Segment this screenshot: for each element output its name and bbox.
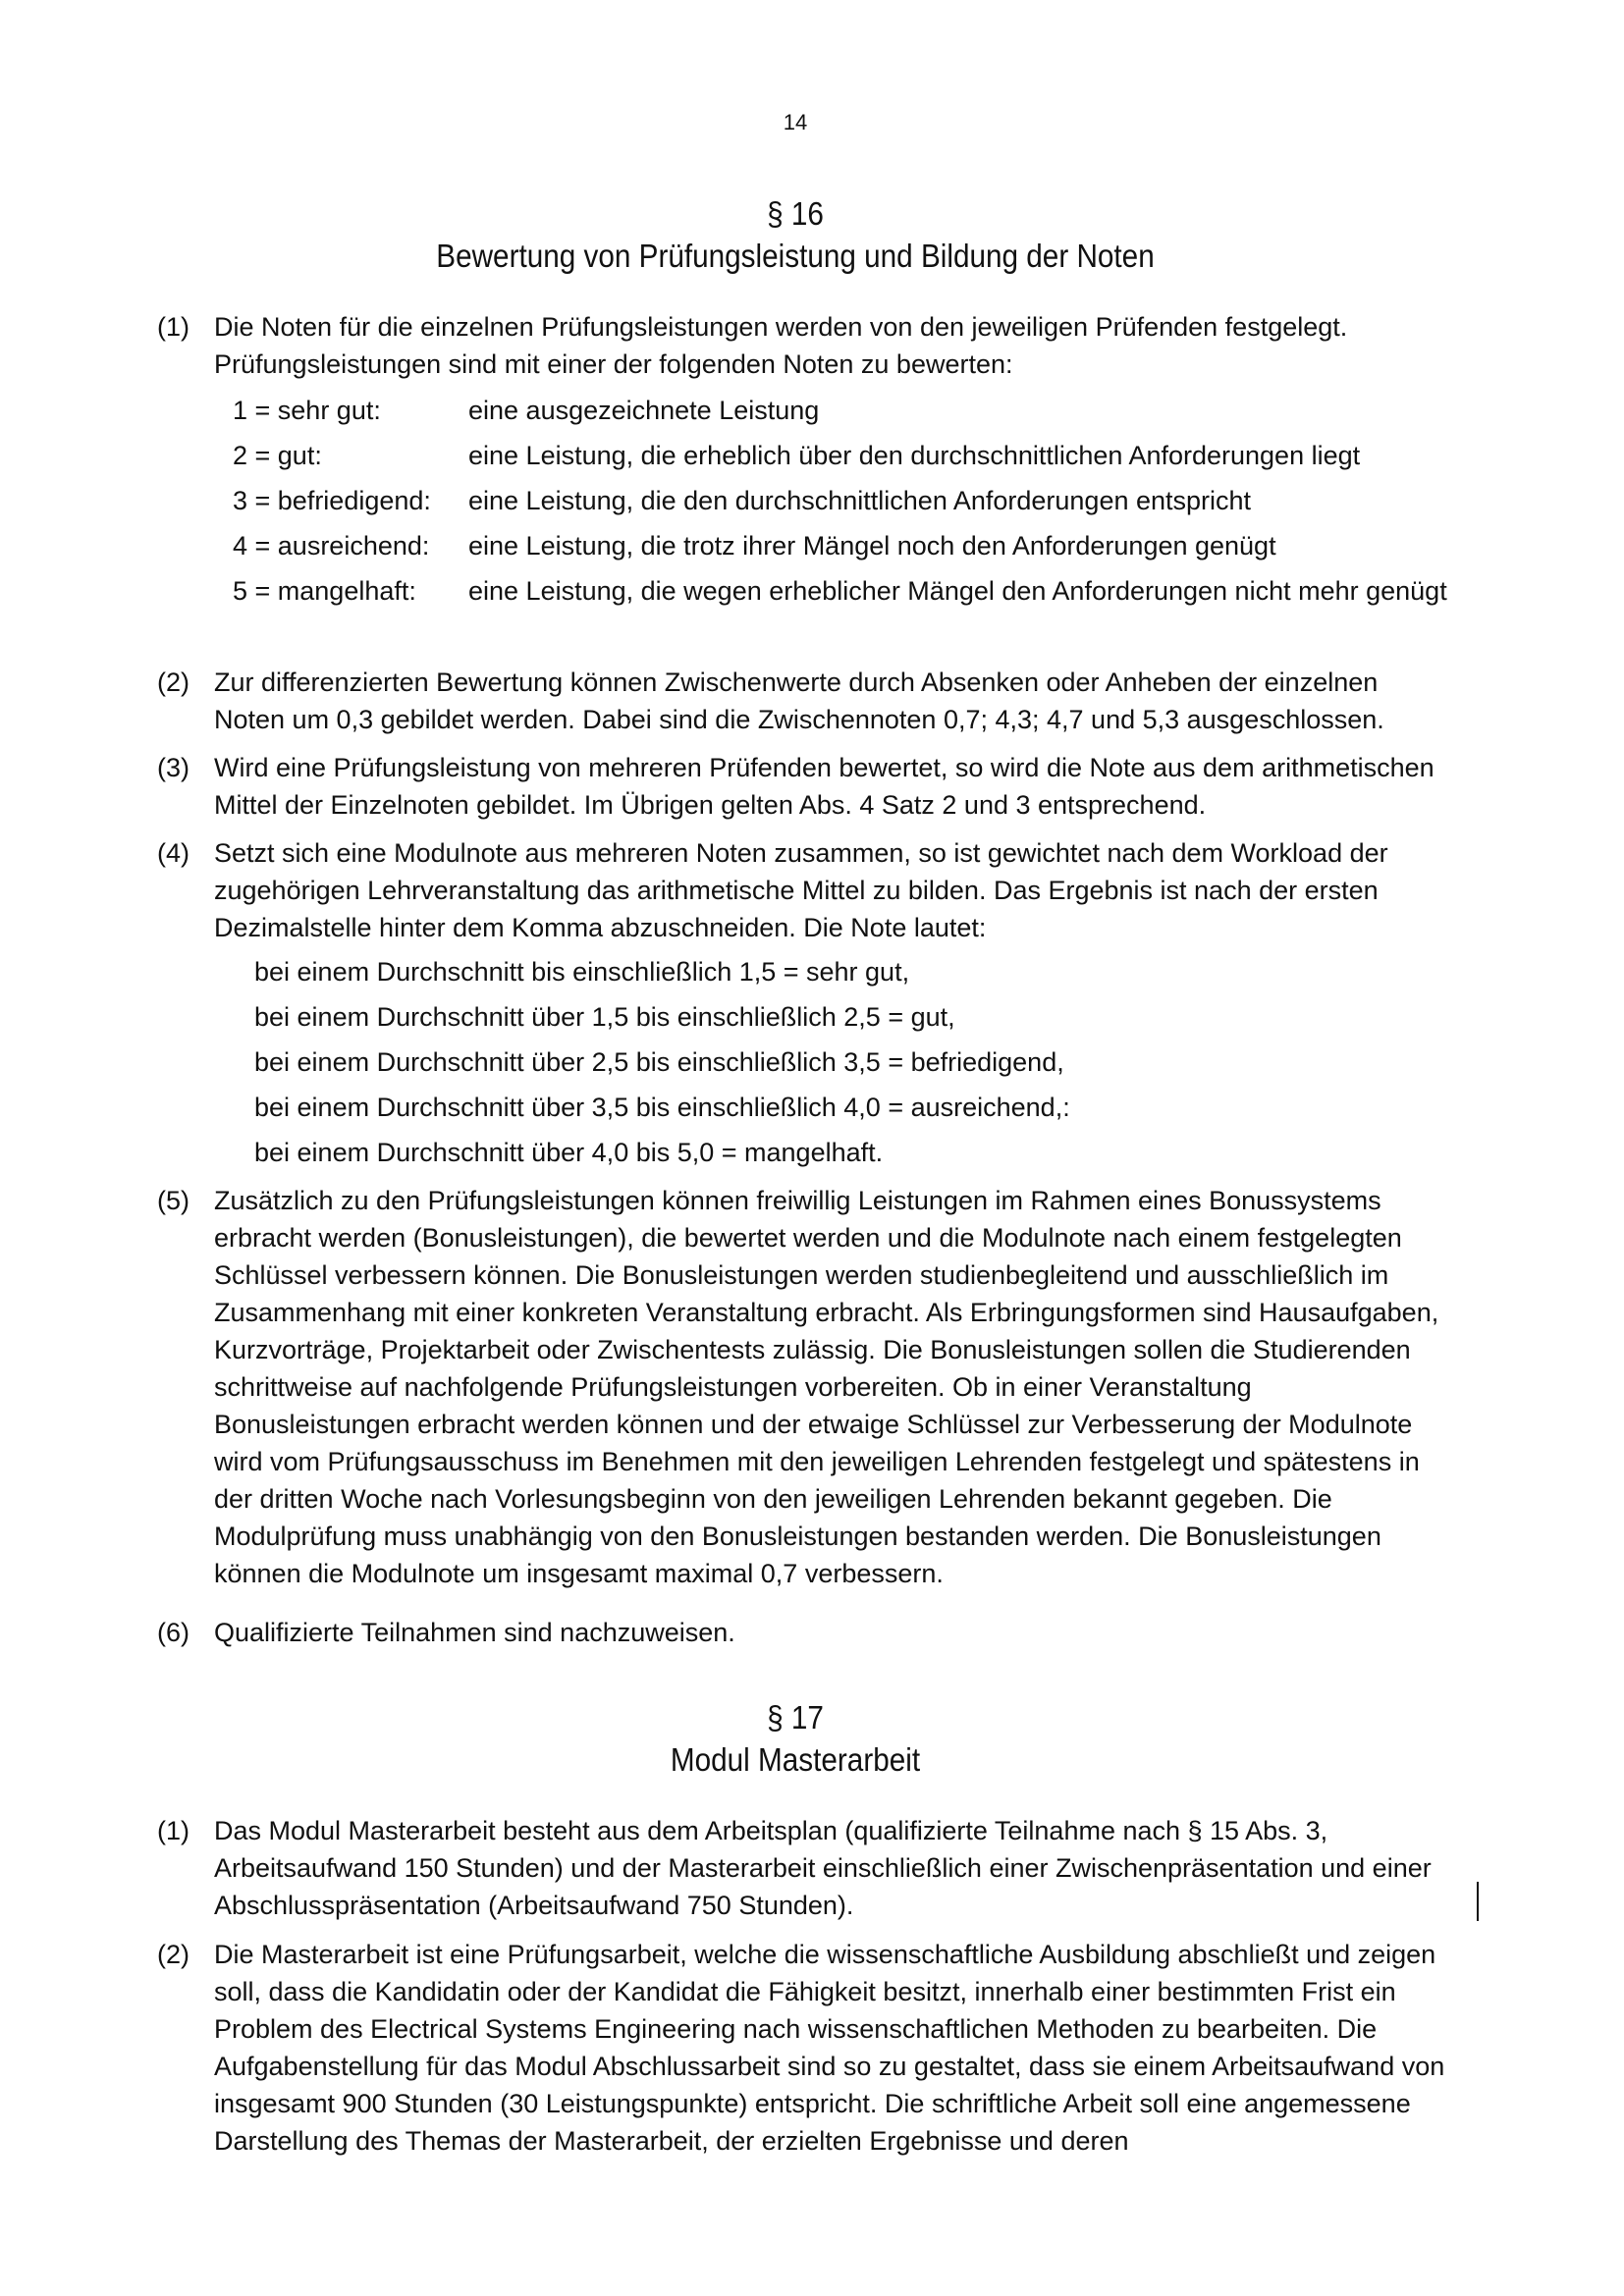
average-list bbox=[254, 949, 1070, 1175]
paragraph-number: (3) bbox=[157, 753, 189, 782]
grade-label: 4 = ausreichend: bbox=[233, 531, 430, 561]
paragraph-number: (4) bbox=[157, 838, 189, 868]
paragraph-text: Die Masterarbeit ist eine Prüfungsarbeit, welche die wissenschaftliche Ausbildung abschließt und zeigen soll, dass die Kandidatin oder der Kandidat die Fähigkeit besitzt, innerhalb einer bestimmten Frist ein Problem des Electrical Systems Engineering nach wissenschaftlichen Methoden zu bearbeiten. Die Aufgabenstellung für das Modul Abschlussarbeit sind so zu gestaltet, dass sie einem Arbeitsaufwand von insgesamt 900 Stunden (30 Leistungspunkte) entspricht. Die schriftliche Arbeit soll eine angemessene Darstellung des Themas der Masterarbeit, der erzielten Ergebnisse und deren bbox=[214, 1940, 1445, 2156]
paragraph-text: Die Noten für die einzelnen Prüfungsleistungen werden von den jeweiligen Prüfenden festgelegt. Prüfungsleistungen sind mit einer der folgenden Noten zu bewerten: bbox=[214, 312, 1348, 379]
grade-description: eine Leistung, die wegen erheblicher Mängel den Anforderungen nicht mehr genügt bbox=[468, 576, 1447, 606]
grade-description: eine Leistung, die trotz ihrer Mängel noch den Anforderungen genügt bbox=[468, 531, 1276, 561]
grade-label: 5 = mangelhaft: bbox=[233, 576, 416, 606]
grade-description: eine Leistung, die erheblich über den durchschnittlichen Anforderungen liegt bbox=[468, 441, 1361, 470]
change-bar bbox=[1477, 1882, 1479, 1921]
average-item: bei einem Durchschnitt über 1,5 bis einschließlich 2,5 = gut, bbox=[254, 1002, 955, 1032]
section-symbol: § 17 bbox=[767, 1699, 824, 1735]
average-item: bei einem Durchschnitt bis einschließlich 1,5 = sehr gut, bbox=[254, 957, 910, 987]
paragraph bbox=[157, 749, 1451, 824]
grade-label: 3 = befriedigend: bbox=[233, 486, 431, 515]
grade-row bbox=[233, 572, 1450, 610]
grade-row bbox=[233, 482, 1450, 519]
grade-description: eine ausgezeichnete Leistung bbox=[468, 396, 820, 425]
page-number: 14 bbox=[783, 110, 808, 134]
grade-description: eine Leistung, die den durchschnittlichen Anforderungen entspricht bbox=[468, 486, 1252, 515]
paragraph-number: (2) bbox=[157, 667, 189, 697]
paragraph-text: Setzt sich eine Modulnote aus mehreren Noten zusammen, so ist gewichtet nach dem Workload der zugehörigen Lehrveranstaltung das arithmetische Mittel zu bilden. Das Ergebnis ist nach der ersten Dezimalstelle hinter dem Komma abzuschneiden. Die Note lautet: bbox=[214, 838, 1388, 942]
paragraph bbox=[157, 834, 1451, 946]
paragraph-number: (6) bbox=[157, 1618, 189, 1647]
paragraph-text: Wird eine Prüfungsleistung von mehreren Prüfenden bewertet, so wird die Note aus dem arithmetischen Mittel der Einzelnoten gebildet. Im Übrigen gelten Abs. 4 Satz 2 und 3 entsprechend. bbox=[214, 753, 1435, 820]
average-item: bei einem Durchschnitt über 4,0 bis 5,0 = mangelhaft. bbox=[254, 1138, 884, 1167]
paragraph bbox=[157, 1614, 1451, 1651]
grade-list bbox=[233, 392, 1450, 617]
grade-row bbox=[233, 437, 1450, 474]
paragraph-text: Zur differenzierten Bewertung können Zwischenwerte durch Absenken oder Anheben der einzelnen Noten um 0,3 gebildet werden. Dabei sind die Zwischennoten 0,7; 4,3; 4,7 und 5,3 ausgeschlossen. bbox=[214, 667, 1384, 734]
paragraph-text: Zusätzlich zu den Prüfungsleistungen können freiwillig Leistungen im Rahmen eines Bonussystems erbracht werden (Bonusleistungen), die bewertet werden und die Modulnote nach einem festgelegten Schlüssel verbessern können. Die Bonusleistungen werden studienbegleitend und ausschließlich im Zusammenhang mit einer konkreten Veranstaltung erbracht. Als Erbringungsformen sind Hausaufgaben, Kurzvorträge, Projektarbeit oder Zwischentests zulässig. Die Bonusleistungen sollen die Studierenden schrittweise auf nachfolgende Prüfungsleistungen vorbereiten. Ob in einer Veranstaltung Bonusleistungen erbracht werden können und der etwaige Schlüssel zur Verbesserung der Modulnote wird vom Prüfungsausschuss im Benehmen mit den jeweiligen Lehrenden festgelegt und spätestens in der dritten Woche nach Vorlesungsbeginn von den jeweiligen Lehrenden bekannt gegeben. Die Modulprüfung muss unabhängig von den Bonusleistungen bestanden werden. Die Bonusleistungen können die Modulnote um insgesamt maximal 0,7 verbessern. bbox=[214, 1186, 1439, 1588]
section-17-heading bbox=[80, 1696, 1511, 1781]
section-title: Modul Masterarbeit bbox=[670, 1741, 921, 1778]
paragraph-number: (2) bbox=[157, 1940, 189, 1969]
section-symbol: § 16 bbox=[767, 195, 824, 232]
paragraph bbox=[157, 1936, 1451, 2160]
grade-row bbox=[233, 392, 1450, 429]
paragraph bbox=[157, 1182, 1451, 1592]
paragraph-text: Das Modul Masterarbeit besteht aus dem Arbeitsplan (qualifizierte Teilnahme nach § 15 Abs. 3, Arbeitsaufwand 150 Stunden) und der Masterarbeit einschließlich einer Zwischenpräsentation und einer Abschlusspräsentation (Arbeitsaufwand 750 Stunden). bbox=[214, 1816, 1432, 1920]
average-item: bei einem Durchschnitt über 2,5 bis einschließlich 3,5 = befriedigend, bbox=[254, 1047, 1064, 1077]
section-16-heading bbox=[80, 192, 1511, 277]
grade-label: 2 = gut: bbox=[233, 441, 322, 470]
grade-row bbox=[233, 527, 1450, 564]
average-item: bei einem Durchschnitt über 3,5 bis einschließlich 4,0 = ausreichend,: bbox=[254, 1093, 1070, 1122]
section-title: Bewertung von Prüfungsleistung und Bildung der Noten bbox=[436, 238, 1155, 274]
paragraph-number: (5) bbox=[157, 1186, 189, 1215]
paragraph bbox=[157, 308, 1451, 383]
grade-label: 1 = sehr gut: bbox=[233, 396, 381, 425]
paragraph-text: Qualifizierte Teilnahmen sind nachzuweisen. bbox=[214, 1618, 735, 1647]
paragraph-number: (1) bbox=[157, 312, 189, 342]
paragraph-number: (1) bbox=[157, 1816, 189, 1845]
paragraph bbox=[157, 664, 1451, 738]
paragraph bbox=[157, 1812, 1451, 1924]
